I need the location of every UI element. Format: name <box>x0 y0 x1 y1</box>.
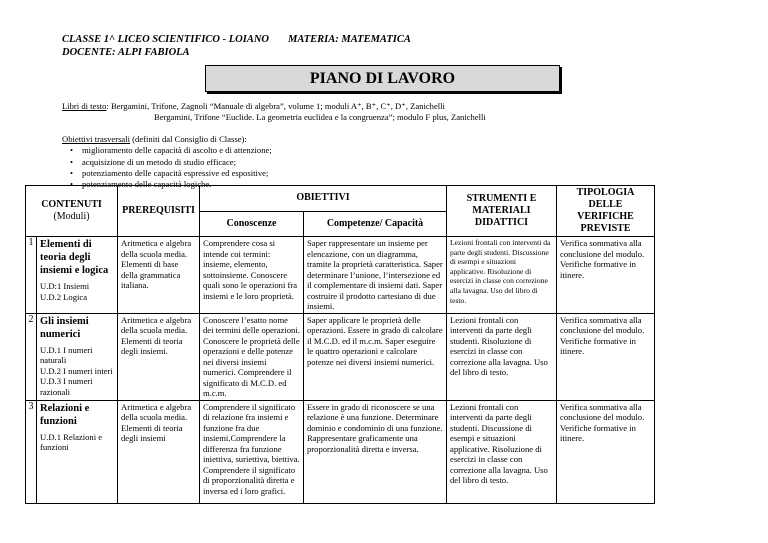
objectives-note: (definiti dal Consiglio di Classe): <box>130 134 247 144</box>
tests-cell: Verifica sommativa alla conclusione del modulo. Verifiche formative in itinere. <box>557 400 655 503</box>
tools-cell: Lezioni frontali con interventi da parte degli studenti. Discussione di esempi e situazioni applicative. Risoluzione di esercizi in classe con correzione alla lavagna. Uso del libro di testo. <box>447 400 557 503</box>
objectives-label: Obiettivi trasversali <box>62 134 131 144</box>
header-competenze: Competenze/ Capacità <box>304 211 447 237</box>
objective-item: • potenziamento delle capacità logiche. <box>82 179 272 190</box>
row-number: 1 <box>26 237 37 314</box>
subject-line: MATERIA: MATEMATICA <box>288 34 411 45</box>
tests-cell: Verifica sommativa alla conclusione del modulo. Verifiche formative in itinere. <box>557 237 655 314</box>
objective-item: • acquisizione di un metodo di studio efficace; <box>82 157 272 168</box>
textbooks <box>62 101 486 123</box>
module-title: Gli insiemi numerici <box>40 315 89 340</box>
prereq-cell: Aritmetica e algebra della scuola media. Elementi di teoria degli insiemi <box>118 400 200 503</box>
textbooks-line-1: : Bergamini, Trifone, Zagnoli “Manuale di algebra”, volume 1; moduli A⁺, B⁺, C⁺, D⁺, Zanichelli <box>106 101 445 111</box>
skills-cell: Saper rappresentare un insieme per elencazione, con un diagramma, tramite la proprietà caratteristica. Saper determinare l’unione, l’intersezione ed il complementare di insiemi dati. Saper costruire il prodotto cartesiano di due insiemi. <box>304 237 447 314</box>
unit-item: U.D.1 I numeri naturali <box>40 344 93 365</box>
tools-cell: Lezioni frontali con interventi da parte degli studenti. Discussione di esempi e situazioni applicative. Risoluzione di esercizi in classe con correzione alla lavagna. Uso del libro di testo. <box>447 237 557 314</box>
header-contenuti: CONTENUTI (Moduli) <box>26 186 118 237</box>
knowledge-cell: Comprendere cosa si intende coi termini: insieme, elemento, sottoinsieme. Conoscere quali sono le operazioni fra insiemi e le loro proprietà. <box>200 237 304 314</box>
skills-cell: Essere in grado di riconoscere se una relazione è una funzione. Determinare dominio e condominio di una funzione. Rappresentare graficamente una proporzionalità diretta e inversa. <box>304 400 447 503</box>
header-left <box>62 33 269 59</box>
row-number: 2 <box>26 313 37 400</box>
objective-item: • miglioramento delle capacità di ascolto e di attenzione; <box>82 145 272 156</box>
tests-cell: Verifica sommativa alla conclusione del modulo. Verifiche formative in itinere. <box>557 313 655 400</box>
row-number: 3 <box>26 400 37 503</box>
module-title: Relazioni e funzioni <box>40 402 90 427</box>
unit-item: U.D.3 I numeri razionali <box>40 376 93 397</box>
table-row <box>26 313 655 400</box>
page-title: PIANO DI LAVORO <box>205 65 560 92</box>
skills-cell: Saper applicare le proprietà delle operazioni. Essere in grado di calcolare il M.C.D. ed il m.c.m. Saper eseguire le quattro operazioni e calcolare potenze nei diversi insiemi numerici. <box>304 313 447 400</box>
textbooks-line-2: Bergamini, Trifone “Euclide. La geometria euclidea e la congruenza”; modulo F plus, Zanichelli <box>154 112 486 122</box>
content-cell <box>37 237 118 314</box>
prereq-cell: Aritmetica e algebra della scuola media. Elementi di teoria degli insiemi. <box>118 313 200 400</box>
prereq-cell: Aritmetica e algebra della scuola media. Elementi di base della grammatica italiana. <box>118 237 200 314</box>
unit-item: U.D.1 Relazioni e funzioni <box>40 431 103 452</box>
header-prerequisiti: PREREQUISITI <box>118 186 200 237</box>
header-moduli: (Moduli) <box>53 211 90 222</box>
textbooks-label: Libri di testo <box>62 101 107 111</box>
objective-item: • potenziamento delle capacità espressive ed espositive; <box>82 168 272 179</box>
objectives-list <box>62 145 272 190</box>
table-row <box>26 237 655 314</box>
content-cell <box>37 313 118 400</box>
header-tipologia: TIPOLOGIA DELLE VERIFICHE PREVISTE <box>557 186 655 237</box>
table-row <box>26 400 655 503</box>
knowledge-cell: Comprendere il significato di relazione fra insiemi e funzione fra due insiemi.Comprendere la differenza fra funzione iniettiva, suriettiva, biettiva. Comprendere il significato di proporzionalità diretta e inversa ed i loro grafici. <box>200 400 304 503</box>
class-line: CLASSE 1^ LICEO SCIENTIFICO - LOIANO <box>62 34 269 45</box>
work-plan-table <box>25 185 655 504</box>
unit-item: U.D.2 I numeri interi <box>40 365 113 376</box>
teacher-line: DOCENTE: ALPI FABIOLA <box>62 47 190 58</box>
unit-item: U.D:1 Insiemi <box>40 281 90 291</box>
knowledge-cell: Conoscere l’esatto nome dei termini delle operazioni. Conoscere le proprietà delle operazioni e delle potenze nei diversi insiemi numerici. Comprendere il significato di M.C.D. ed m.c.m. <box>200 313 304 400</box>
unit-item: U.D.2 Logica <box>40 291 88 302</box>
header-conoscenze: Conoscenze <box>200 211 304 237</box>
transversal-objectives <box>62 134 272 190</box>
tools-cell: Lezioni frontali con interventi da parte degli studenti. Risoluzione di esercizi in classe con correzione alla lavagna. Uso del libro di testo. <box>447 313 557 400</box>
content-cell <box>37 400 118 503</box>
module-title: Elementi di teoria degli insiemi e logica <box>40 239 109 276</box>
header-strumenti: STRUMENTI E MATERIALI DIDATTICI <box>447 186 557 237</box>
header-obiettivi: OBIETTIVI <box>200 186 447 212</box>
